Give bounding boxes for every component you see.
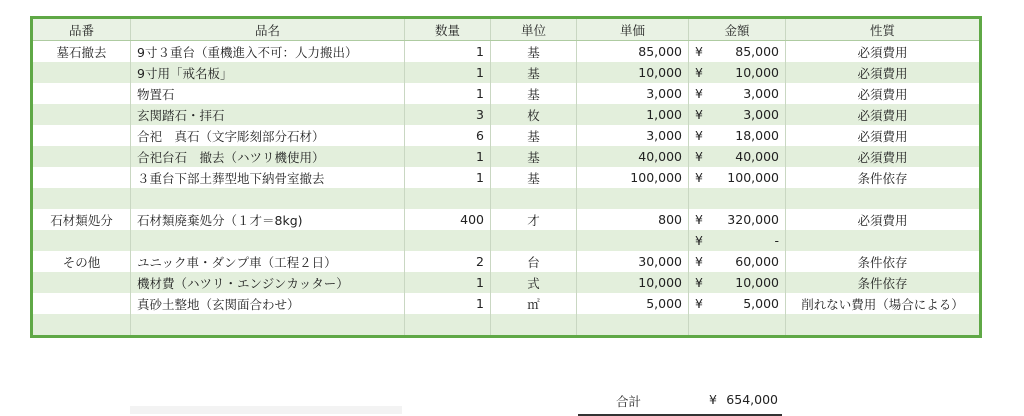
amount-value: 60,000 xyxy=(735,254,779,269)
amount-currency: ¥ xyxy=(695,86,703,101)
cell-unit-price: 85,000 xyxy=(577,41,689,63)
amount-wrap xyxy=(695,86,779,101)
cell-unit-price: 800 xyxy=(577,209,689,230)
cell-unit-price xyxy=(577,188,689,209)
cell-code xyxy=(32,62,131,83)
table-row xyxy=(32,146,981,167)
cell-unit-price: 100,000 xyxy=(577,167,689,188)
col-header-qty: 数量 xyxy=(405,18,491,41)
cell-name: 玄関踏石・拝石 xyxy=(131,104,405,125)
amount-value: 85,000 xyxy=(735,44,779,59)
estimate-table xyxy=(30,16,982,338)
cell-unit: 式 xyxy=(491,272,577,293)
amount-wrap xyxy=(695,170,779,185)
cell-amount xyxy=(689,83,786,104)
amount-currency: ¥ xyxy=(695,254,703,269)
amount-value: - xyxy=(774,233,779,248)
cell-code: 石材類処分 xyxy=(32,209,131,230)
cell-qty: 1 xyxy=(405,167,491,188)
cell-name: 機材費（ハツリ・エンジンカッター） xyxy=(131,272,405,293)
cell-code xyxy=(32,125,131,146)
cell-amount xyxy=(689,104,786,125)
faint-bar xyxy=(130,406,402,414)
total-label: 合計 xyxy=(616,394,642,409)
cell-code xyxy=(32,272,131,293)
cell-qty xyxy=(405,188,491,209)
amount-value: 10,000 xyxy=(735,65,779,80)
cell-unit-price: 3,000 xyxy=(577,83,689,104)
amount-value: 5,000 xyxy=(743,296,779,311)
cell-nature: 条件依存 xyxy=(786,251,981,272)
cell-amount xyxy=(689,272,786,293)
cell-nature: 必須費用 xyxy=(786,83,981,104)
col-header-nature: 性質 xyxy=(786,18,981,41)
cell-name: ３重台下部土葬型地下納骨室撤去 xyxy=(131,167,405,188)
cell-unit: 基 xyxy=(491,62,577,83)
amount-wrap xyxy=(695,128,779,143)
cell-code xyxy=(32,293,131,314)
cell-nature: 削れない費用（場合による） xyxy=(786,293,981,314)
cell-amount xyxy=(689,188,786,209)
cell-nature: 必須費用 xyxy=(786,209,981,230)
cell-code xyxy=(32,146,131,167)
amount-currency: ¥ xyxy=(695,212,703,227)
cell-nature xyxy=(786,230,981,251)
cell-unit: 基 xyxy=(491,125,577,146)
table-row xyxy=(32,83,981,104)
cell-name: 物置石 xyxy=(131,83,405,104)
cell-name xyxy=(131,314,405,337)
amount-wrap xyxy=(695,107,779,122)
cell-qty: 1 xyxy=(405,62,491,83)
cell-name: ユニック車・ダンプ車（工程２日） xyxy=(131,251,405,272)
cell-unit: 枚 xyxy=(491,104,577,125)
cell-nature: 必須費用 xyxy=(786,125,981,146)
cell-nature: 必須費用 xyxy=(786,104,981,125)
cell-name xyxy=(131,230,405,251)
cell-unit xyxy=(491,230,577,251)
cell-qty: 3 xyxy=(405,104,491,125)
cell-code xyxy=(32,83,131,104)
cell-unit-price xyxy=(577,230,689,251)
amount-value: 320,000 xyxy=(727,212,779,227)
cell-unit xyxy=(491,188,577,209)
cell-code xyxy=(32,167,131,188)
col-header-unit-price: 単価 xyxy=(577,18,689,41)
cell-unit-price xyxy=(577,314,689,337)
cell-qty: 1 xyxy=(405,293,491,314)
cell-qty: 1 xyxy=(405,146,491,167)
cell-unit-price: 10,000 xyxy=(577,62,689,83)
cell-unit-price: 3,000 xyxy=(577,125,689,146)
cell-amount xyxy=(689,230,786,251)
total-currency: ¥ xyxy=(709,392,717,407)
cell-code xyxy=(32,230,131,251)
table-row xyxy=(32,41,981,63)
amount-value: 100,000 xyxy=(727,170,779,185)
cell-amount xyxy=(689,62,786,83)
table-body xyxy=(32,41,981,337)
cell-unit: 才 xyxy=(491,209,577,230)
amount-currency: ¥ xyxy=(695,149,703,164)
cell-nature xyxy=(786,314,981,337)
amount-wrap xyxy=(695,65,779,80)
amount-currency: ¥ xyxy=(695,275,703,290)
cell-qty: 6 xyxy=(405,125,491,146)
cell-unit-price: 40,000 xyxy=(577,146,689,167)
cell-qty: 1 xyxy=(405,41,491,63)
amount-currency: ¥ xyxy=(695,65,703,80)
table-row xyxy=(32,62,981,83)
cell-amount xyxy=(689,125,786,146)
header-row xyxy=(32,18,981,41)
amount-currency: ¥ xyxy=(695,44,703,59)
amount-wrap xyxy=(695,149,779,164)
cell-unit: 基 xyxy=(491,146,577,167)
amount-currency: ¥ xyxy=(695,296,703,311)
cell-unit xyxy=(491,314,577,337)
amount-value: 3,000 xyxy=(743,107,779,122)
col-header-code: 品番 xyxy=(32,18,131,41)
col-header-amount: 金額 xyxy=(689,18,786,41)
cell-unit: 台 xyxy=(491,251,577,272)
cell-name: 合祀 真石（文字彫刻部分石材） xyxy=(131,125,405,146)
cell-name: 合祀台石 撤去（ハツリ機使用） xyxy=(131,146,405,167)
amount-value: 18,000 xyxy=(735,128,779,143)
cell-qty xyxy=(405,230,491,251)
amount-currency: ¥ xyxy=(695,170,703,185)
cell-nature: 必須費用 xyxy=(786,62,981,83)
amount-currency: ¥ xyxy=(695,128,703,143)
amount-wrap xyxy=(695,275,779,290)
cell-unit-price: 10,000 xyxy=(577,272,689,293)
cell-unit-price: 1,000 xyxy=(577,104,689,125)
table-row xyxy=(32,125,981,146)
cell-code xyxy=(32,314,131,337)
col-header-name: 品名 xyxy=(131,18,405,41)
cell-unit: ㎡ xyxy=(491,293,577,314)
cell-code xyxy=(32,104,131,125)
table-row xyxy=(32,167,981,188)
cell-nature: 必須費用 xyxy=(786,146,981,167)
table-row xyxy=(32,230,981,251)
cell-amount xyxy=(689,209,786,230)
cell-unit-price: 5,000 xyxy=(577,293,689,314)
amount-wrap xyxy=(695,254,779,269)
cell-name: 石材類廃棄処分（１才＝8kg) xyxy=(131,209,405,230)
cell-nature xyxy=(786,188,981,209)
cell-name: 9寸用「戒名板」 xyxy=(131,62,405,83)
table-row xyxy=(32,272,981,293)
table-row xyxy=(32,104,981,125)
cell-qty: 1 xyxy=(405,83,491,104)
cell-unit: 基 xyxy=(491,167,577,188)
cell-unit-price: 30,000 xyxy=(577,251,689,272)
amount-value: 40,000 xyxy=(735,149,779,164)
cell-name: 真砂土整地（玄関面合わせ） xyxy=(131,293,405,314)
amount-currency: ¥ xyxy=(695,107,703,122)
cell-amount xyxy=(689,293,786,314)
amount-value: 3,000 xyxy=(743,86,779,101)
cell-nature: 条件依存 xyxy=(786,272,981,293)
amount-currency: ¥ xyxy=(695,233,703,248)
amount-wrap xyxy=(695,296,779,311)
amount-value: 10,000 xyxy=(735,275,779,290)
cell-code xyxy=(32,188,131,209)
cell-nature: 条件依存 xyxy=(786,167,981,188)
cell-qty xyxy=(405,314,491,337)
cell-amount xyxy=(689,41,786,63)
table-row xyxy=(32,209,981,230)
cell-amount xyxy=(689,167,786,188)
table-row xyxy=(32,251,981,272)
cell-qty: 1 xyxy=(405,272,491,293)
cell-qty: 400 xyxy=(405,209,491,230)
cell-unit: 基 xyxy=(491,83,577,104)
table-row xyxy=(32,188,981,209)
cell-qty: 2 xyxy=(405,251,491,272)
cell-name xyxy=(131,188,405,209)
amount-wrap xyxy=(695,233,779,248)
cell-amount xyxy=(689,251,786,272)
total-block xyxy=(575,392,782,412)
cell-code: 墓石撤去 xyxy=(32,41,131,63)
cell-unit: 基 xyxy=(491,41,577,63)
total-value: 654,000 xyxy=(726,392,778,407)
cell-amount xyxy=(689,314,786,337)
amount-wrap xyxy=(695,212,779,227)
cell-code: その他 xyxy=(32,251,131,272)
col-header-unit: 単位 xyxy=(491,18,577,41)
cell-amount xyxy=(689,146,786,167)
table-row xyxy=(32,293,981,314)
table-row xyxy=(32,314,981,337)
amount-wrap xyxy=(695,44,779,59)
cell-nature: 必須費用 xyxy=(786,41,981,63)
cell-name: 9寸３重台（重機進入不可：人力搬出） xyxy=(131,41,405,63)
